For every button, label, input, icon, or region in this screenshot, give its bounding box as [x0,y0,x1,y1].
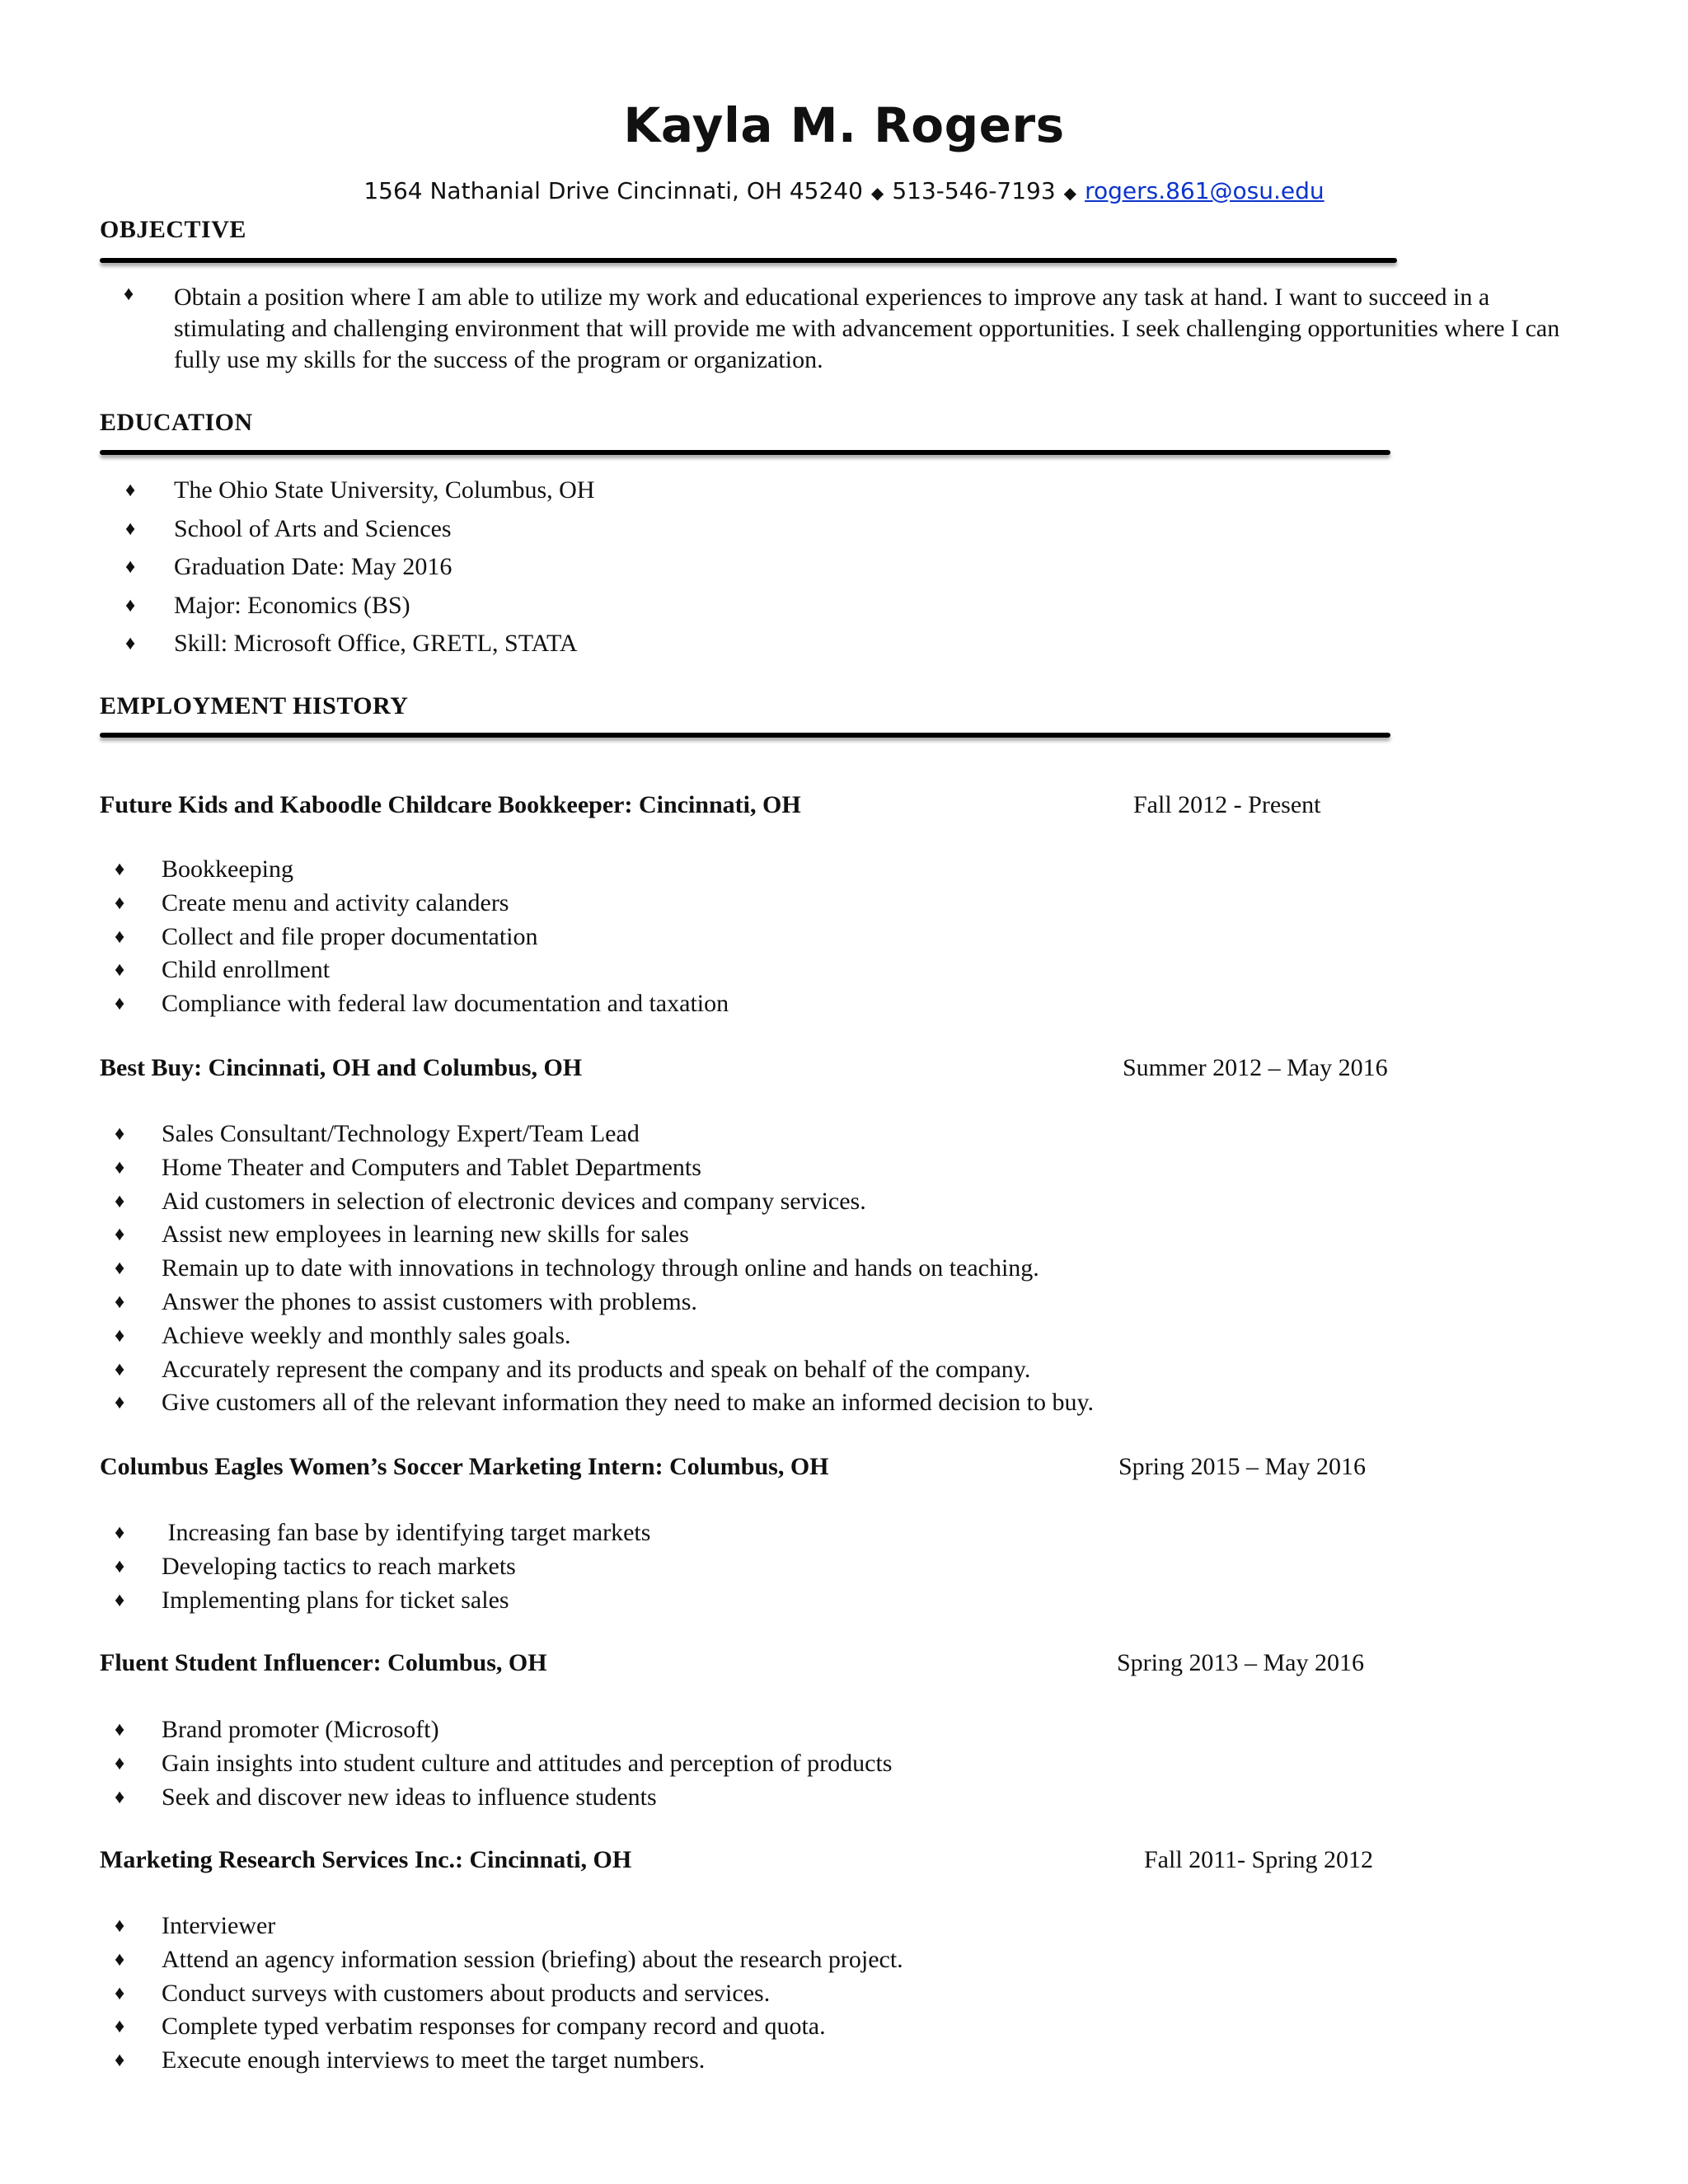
list-item [115,1151,1094,1185]
bullet-icon: ♦ [115,1291,125,1313]
job-dates: Summer 2012 – May 2016 [1123,1054,1388,1081]
bullet-icon: ♦ [115,1392,125,1414]
employment-heading: EMPLOYMENT HISTORY [100,692,409,719]
list-item-text: Assist new employees in learning new skills for sales [162,1221,689,1249]
list-item-text: Developing tactics to reach markets [162,1552,516,1580]
bullet-icon: ♦ [115,959,125,982]
list-item [115,1319,1094,1353]
bullet-icon: ♦ [115,1555,125,1577]
list-item-text: Remain up to date with innovations in technology through online and hands on teaching. [162,1254,1039,1282]
list-item [115,1747,893,1781]
bullet-icon: ♦ [115,1123,125,1145]
list-item-text: Attend an agency information session (briefing) about the research project. [162,1945,903,1973]
diamond-separator-icon: ◆ [1063,183,1077,203]
bullet-icon: ♦ [115,2050,125,2072]
list-item-text: Answer the phones to assist customers with problems. [162,1287,697,1315]
list-item [125,587,595,626]
job-dates: Fall 2011- Spring 2012 [1144,1846,1374,1873]
list-item-text: Implementing plans for ticket sales [162,1586,509,1614]
list-item-text: Bookkeeping [162,855,293,883]
list-item [115,1353,1094,1387]
bullet-icon: ♦ [115,859,125,880]
bullet-icon: ♦ [124,284,134,305]
list-item [115,2010,903,2044]
list-item [125,548,595,587]
list-item-text: Complete typed verbatim responses for company record and quota. [162,2013,826,2041]
job-duties-list [115,1516,651,1617]
phone: 513-546-7193 [892,177,1056,204]
bullet-icon: ♦ [115,1358,125,1380]
bullet-icon: ♦ [115,1324,125,1347]
email-link[interactable]: rogers.861@osu.edu [1085,177,1325,204]
bullet-icon: ♦ [115,1522,125,1544]
bullet-icon: ♦ [125,633,136,654]
list-item-text: Brand promoter (Microsoft) [162,1716,439,1743]
objective-text: Obtain a position where I am able to utilize my work and educational experiences to improve any task at hand. I want to succeed in a stimulating and challenging environment that will provide me with advancement opportunities. I seek challenging opportunities where I can fully use my skills for the success of the program or organization. [174,284,1560,373]
bullet-icon: ♦ [115,1190,125,1212]
list-item [115,1386,1095,1420]
list-item [115,1781,892,1815]
list-item [115,2044,903,2078]
section-divider [100,733,1390,738]
list-item [115,1713,892,1747]
bullet-icon: ♦ [125,594,136,616]
job-title: Marketing Research Services Inc.: Cincinnati, OH [100,1846,632,1873]
list-item [125,625,595,663]
bullet-icon: ♦ [125,556,136,578]
job-duties-list [115,1713,893,1814]
job-title: Future Kids and Kaboodle Childcare Bookkeeper: Cincinnati, OH [100,791,801,818]
list-item [115,954,729,987]
section-divider [100,258,1397,263]
contact-line [0,177,1688,204]
bullet-icon: ♦ [115,993,125,1015]
bullet-icon: ♦ [115,926,125,948]
list-item-text: Compliance with federal law documentation and taxation [162,990,729,1018]
job-duties-list [115,853,729,1021]
list-item [115,1943,903,1977]
list-item-text: Increasing fan base by identifying target markets [162,1519,651,1546]
bullet-icon: ♦ [115,1982,125,2004]
diamond-separator-icon: ◆ [870,183,884,203]
list-item [115,1977,903,2011]
education-list [125,471,595,663]
applicant-name: Kayla M. Rogers [623,97,1065,153]
list-item [115,1584,650,1618]
list-item-text: Skill: Microsoft Office, GRETL, STATA [174,630,578,657]
job-dates: Spring 2015 – May 2016 [1118,1453,1366,1480]
list-item-text: School of Arts and Sciences [174,514,452,542]
bullet-icon: ♦ [115,892,125,914]
list-item [115,1910,903,1943]
list-item-text: Give customers all of the relevant information they need to make an informed decision to buy. [162,1389,1095,1417]
bullet-icon: ♦ [125,518,136,540]
bullet-icon: ♦ [115,1948,125,1971]
section-divider [100,450,1390,455]
list-item-text: Execute enough interviews to meet the target numbers. [162,2046,706,2074]
list-item [115,1185,1094,1219]
list-item-text: Achieve weekly and monthly sales goals. [162,1321,571,1349]
job-title: Columbus Eagles Women’s Soccer Marketing Intern: Columbus, OH [100,1453,829,1480]
education-heading: EDUCATION [100,409,253,436]
bullet-icon: ♦ [115,1786,125,1808]
list-item [115,887,729,921]
list-item-text: Major: Economics (BS) [174,591,410,619]
list-item-text: Interviewer [162,1912,276,1939]
address: 1564 Nathanial Drive Cincinnati, OH 45240 [363,177,863,204]
list-item-text: Graduation Date: May 2016 [174,553,452,580]
list-item-text: Gain insights into student culture and attitudes and perception of products [162,1749,893,1777]
bullet-icon: ♦ [115,2016,125,2038]
list-item [125,471,595,510]
bullet-icon: ♦ [115,1719,125,1741]
list-item-text: Collect and file proper documentation [162,922,538,950]
list-item [115,853,729,887]
list-item-text: Create menu and activity calanders [162,888,509,916]
list-item [125,510,595,549]
list-item-text: Accurately represent the company and its products and speak on behalf of the company. [162,1355,1031,1383]
bullet-icon: ♦ [115,1258,125,1280]
list-item-text: Child enrollment [162,956,331,984]
job-title: Fluent Student Influencer: Columbus, OH [100,1649,547,1676]
bullet-icon: ♦ [115,1915,125,1937]
list-item-text: Aid customers in selection of electronic devices and company services. [162,1187,866,1215]
list-item-text: The Ohio State University, Columbus, OH [174,476,595,504]
list-item [115,1218,1094,1252]
list-item [115,1252,1094,1286]
job-dates: Fall 2012 - Present [1133,791,1321,818]
job-duties-list [115,1118,1095,1420]
list-item [115,1550,650,1584]
list-item [115,1286,1094,1319]
bullet-icon: ♦ [115,1224,125,1246]
list-item [115,1516,651,1550]
bullet-icon: ♦ [115,1752,125,1774]
list-item-text: Seek and discover new ideas to influence students [162,1783,657,1811]
list-item-text: Home Theater and Computers and Tablet Departments [162,1153,701,1181]
job-dates: Spring 2013 – May 2016 [1117,1649,1364,1676]
bullet-icon: ♦ [115,1156,125,1179]
job-title: Best Buy: Cincinnati, OH and Columbus, OH [100,1054,583,1081]
list-item [115,987,729,1021]
bullet-icon: ♦ [125,480,136,501]
list-item-text: Sales Consultant/Technology Expert/Team Lead [162,1120,640,1147]
objective-heading: OBJECTIVE [100,216,246,243]
list-item [115,1118,1094,1151]
list-item-text: Conduct surveys with customers about products and services. [162,1979,771,2007]
list-item [115,921,729,954]
bullet-icon: ♦ [115,1589,125,1611]
job-duties-list [115,1910,903,2078]
